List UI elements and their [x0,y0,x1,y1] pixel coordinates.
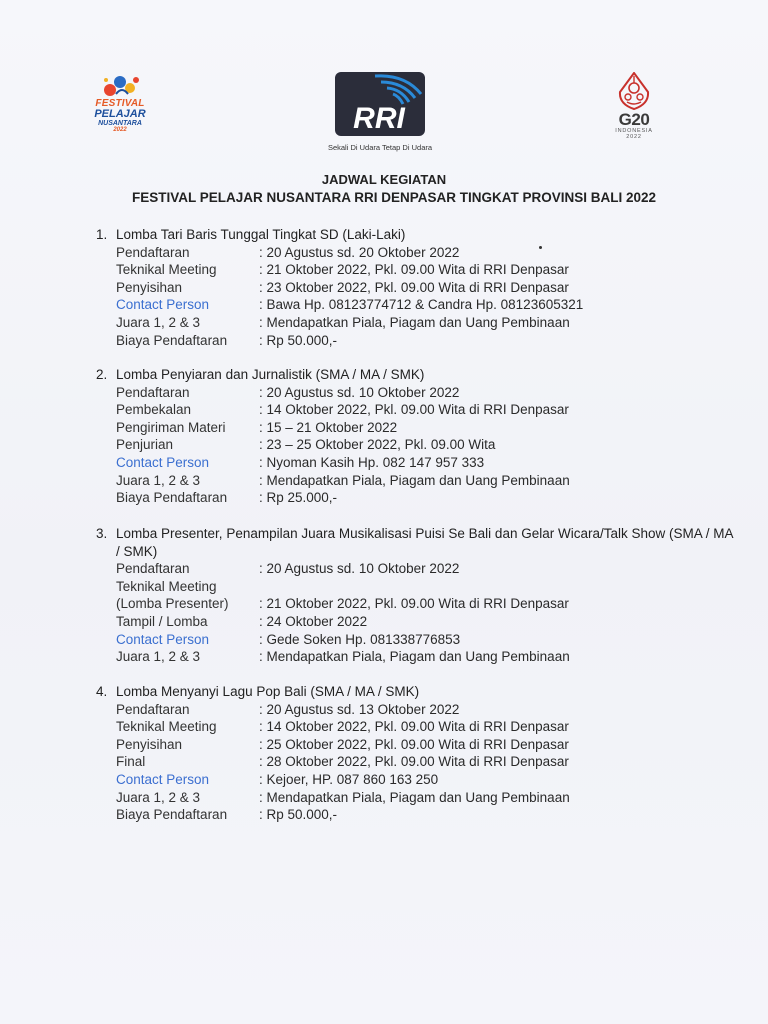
section-heading [96,226,736,244]
row-value: : Mendapatkan Piala, Piagam dan Uang Pembinaan [259,314,570,330]
row-label: Teknikal Meeting [116,578,217,594]
festival-logo-line1: FESTIVAL [95,98,145,109]
schedule-section-4 [96,683,736,824]
row-label: Pendaftaran [116,384,190,400]
section-title: Lomba Presenter, Penampilan Juara Musikalisasi Puisi Se Bali dan Gelar Wicara/Talk Show (SMA / MA / SMK) [116,526,733,559]
schedule-row [96,401,736,419]
row-label: Pendaftaran [116,244,190,260]
schedule-row [96,701,736,719]
row-label: Pendaftaran [116,701,190,717]
schedule-row [96,789,736,807]
row-label: Biaya Pendaftaran [116,332,228,348]
row-label: Biaya Pendaftaran [116,490,228,506]
festival-logo-line2: PELAJAR [94,108,146,120]
row-value: : 15 – 21 Oktober 2022 [259,419,398,435]
schedule-row [96,595,736,613]
row-label: Pembekalan [116,402,192,418]
contact-person-label: Contact Person [116,297,210,313]
rri-logo [335,72,425,136]
row-label: Tampil / Lomba [116,613,208,629]
row-label: Penyisihan [116,279,183,295]
schedule-row [96,560,736,578]
schedule-row [96,314,736,332]
schedule-row [96,472,736,490]
row-label: Juara 1, 2 & 3 [116,649,201,665]
row-value: : Rp 50.000,- [259,332,338,348]
rri-tagline: Sekali Di Udara Tetap Di Udara [327,143,433,152]
contact-person-value: : Bawa Hp. 08123774712 & Candra Hp. 08123605321 [259,297,584,313]
g20-country: INDONESIA [615,128,653,134]
contact-person-label: Contact Person [116,454,210,470]
row-label: Juara 1, 2 & 3 [116,789,201,805]
contact-person-label: Contact Person [116,631,210,647]
schedule-row [96,631,736,649]
festival-burst-icon [102,74,142,100]
row-value: : 23 – 25 Oktober 2022, Pkl. 09.00 Wita [259,437,496,453]
schedule-row [96,736,736,754]
section-title: Lomba Tari Baris Tunggal Tingkat SD (Laki-Laki) [116,227,406,242]
row-value: : Mendapatkan Piala, Piagam dan Uang Pembinaan [259,789,570,805]
row-value: : 14 Oktober 2022, Pkl. 09.00 Wita di RRI Denpasar [259,719,569,735]
row-value: : 21 Oktober 2022, Pkl. 09.00 Wita di RRI Denpasar [259,596,569,612]
g20-gunungan-icon [617,72,651,110]
schedule-row [96,332,736,350]
schedule-row [96,648,736,666]
schedule-row [96,296,736,314]
row-value: : 20 Agustus sd. 20 Oktober 2022 [259,244,460,260]
schedule-row [96,279,736,297]
section-number: 1. [96,227,108,242]
schedule-section-3 [96,525,736,666]
row-value: : Mendapatkan Piala, Piagam dan Uang Pembinaan [259,649,570,665]
row-label: Penyisihan [116,736,183,752]
row-value: : 14 Oktober 2022, Pkl. 09.00 Wita di RRI Denpasar [259,402,569,418]
section-number: 4. [96,684,108,699]
document-title: JADWAL KEGIATAN [321,172,447,187]
document-subtitle: FESTIVAL PELAJAR NUSANTARA RRI DENPASAR TINGKAT PROVINSI BALI 2022 [131,190,657,205]
row-value: : 28 Oktober 2022, Pkl. 09.00 Wita di RRI Denpasar [259,754,569,770]
row-label: Teknikal Meeting [116,719,217,735]
row-value: : 20 Agustus sd. 10 Oktober 2022 [259,561,460,577]
row-value: : 20 Agustus sd. 13 Oktober 2022 [259,701,460,717]
row-label: Penjurian [116,437,174,453]
row-value: : 24 Oktober 2022 [259,613,368,629]
section-number: 3. [96,526,108,541]
section-heading [96,525,736,560]
section-heading [96,366,736,384]
g20-indonesia-logo [604,72,664,142]
festival-pelajar-nusantara-logo [90,72,150,138]
schedule-row [96,718,736,736]
row-label: Biaya Pendaftaran [116,807,228,823]
section-title: Lomba Penyiaran dan Jurnalistik (SMA / MA / SMK) [116,367,425,382]
row-label: Juara 1, 2 & 3 [116,314,201,330]
schedule-row [96,384,736,402]
row-label: (Lomba Presenter) [116,596,229,612]
section-number: 2. [96,367,108,382]
schedule-row [96,261,736,279]
g20-year: 2022 [626,134,642,140]
section-heading [96,683,736,701]
row-label: Final [116,754,146,770]
schedule-section-1 [96,226,736,349]
schedule-row [96,419,736,437]
schedule-row [96,806,736,824]
row-label: Teknikal Meeting [116,262,217,278]
schedule-row [96,436,736,454]
schedule-row [96,613,736,631]
festival-logo-year: 2022 [113,127,127,133]
row-value: : 20 Agustus sd. 10 Oktober 2022 [259,384,460,400]
schedule-section-2 [96,366,736,507]
row-value: : 25 Oktober 2022, Pkl. 09.00 Wita di RRI Denpasar [259,736,569,752]
row-value: : Mendapatkan Piala, Piagam dan Uang Pembinaan [259,472,570,488]
schedule-row [96,578,736,596]
festival-logo-line3: NUSANTARA [98,120,142,127]
schedule-row [96,489,736,507]
contact-person-value: : Kejoer, HP. 087 860 163 250 [259,771,439,787]
schedule-row [96,771,736,789]
rri-wordmark: RRI [353,102,405,135]
row-value: : Rp 50.000,- [259,807,338,823]
contact-person-label: Contact Person [116,771,210,787]
row-value [259,578,736,596]
schedule-row [96,244,736,262]
row-value: : 21 Oktober 2022, Pkl. 09.00 Wita di RRI Denpasar [259,262,569,278]
row-label: Pengiriman Materi [116,419,226,435]
row-label: Pendaftaran [116,561,190,577]
row-value: : 23 Oktober 2022, Pkl. 09.00 Wita di RRI Denpasar [259,279,569,295]
row-label: Juara 1, 2 & 3 [116,472,201,488]
schedule-row [96,753,736,771]
contact-person-value: : Nyoman Kasih Hp. 082 147 957 333 [259,454,485,470]
schedule-row [96,454,736,472]
row-value: : Rp 25.000,- [259,490,338,506]
contact-person-value: : Gede Soken Hp. 081338776853 [259,631,461,647]
section-title: Lomba Menyanyi Lagu Pop Bali (SMA / MA / SMK) [116,684,420,699]
g20-wordmark: G20 [618,110,650,129]
